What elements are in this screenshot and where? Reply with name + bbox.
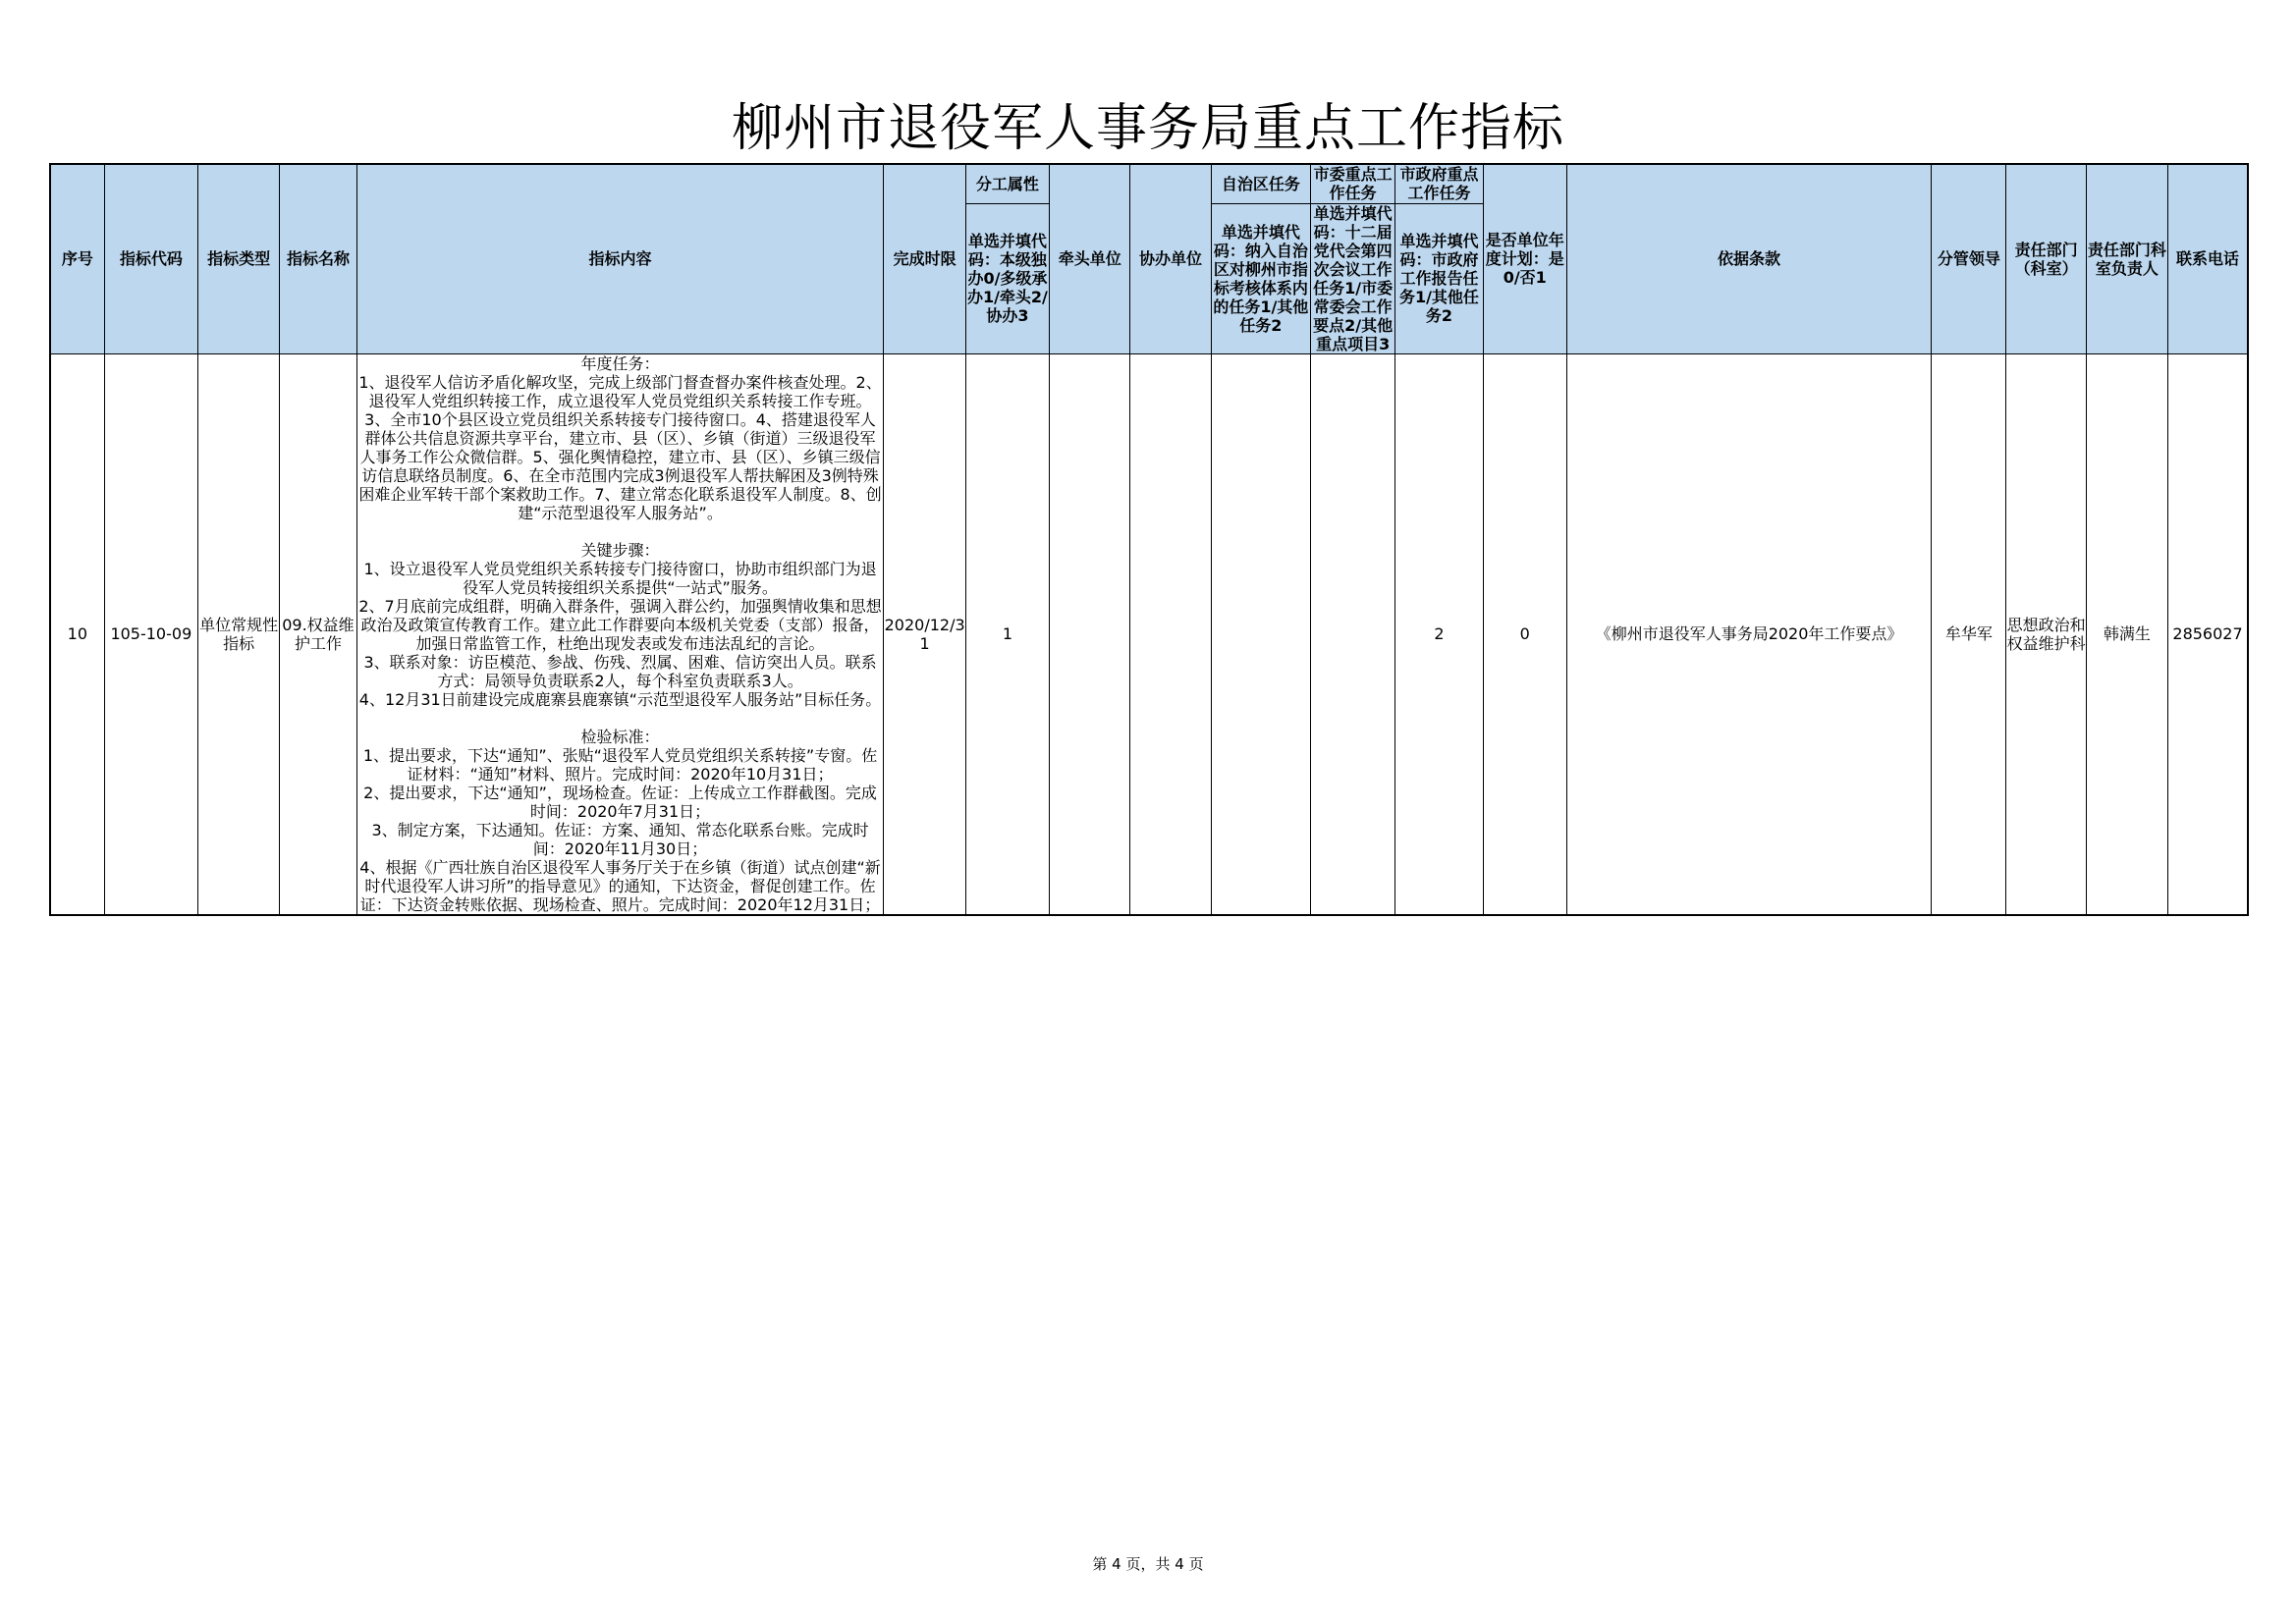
header-seq: 序号	[50, 164, 104, 353]
cell-assist	[1130, 353, 1211, 915]
cell-lead	[1050, 353, 1130, 915]
cell-division: 1	[965, 353, 1049, 915]
table-row	[50, 353, 2248, 915]
cell-type: 单位常规性指标	[198, 353, 280, 915]
cell-dept: 思想政治和权益维护科	[2006, 353, 2086, 915]
header-name: 指标名称	[280, 164, 356, 353]
header-region-desc: 单选并填代码：纳入自治区对柳州市指标考核体系内的任务1/其他任务2	[1211, 203, 1310, 353]
header-division-group: 分工属性	[965, 164, 1049, 203]
header-party-desc: 单选并填代码：十二届党代会第四次会议工作任务1/市委常委会工作要点2/其他重点项目3	[1311, 203, 1395, 353]
cell-seq: 10	[50, 353, 104, 915]
header-phone: 联系电话	[2168, 164, 2248, 353]
header-leader: 分管领导	[1932, 164, 2006, 353]
cell-gov: 2	[1395, 353, 1483, 915]
cell-party	[1311, 353, 1395, 915]
header-region-group: 自治区任务	[1211, 164, 1310, 203]
header-basis: 依据条款	[1566, 164, 1931, 353]
header-party-group: 市委重点工作任务	[1311, 164, 1395, 203]
cell-leader: 牟华军	[1932, 353, 2006, 915]
cell-code: 105-10-09	[104, 353, 197, 915]
header-deadline: 完成时限	[884, 164, 965, 353]
header-gov-group: 市政府重点工作任务	[1395, 164, 1483, 203]
header-annual-plan: 是否单位年度计划：是0/否1	[1483, 164, 1566, 353]
cell-person: 韩满生	[2086, 353, 2167, 915]
cell-annual-plan: 0	[1483, 353, 1566, 915]
header-gov-desc: 单选并填代码：市政府工作报告任务1/其他任务2	[1395, 203, 1483, 353]
cell-name: 09.权益维护工作	[280, 353, 356, 915]
header-content: 指标内容	[356, 164, 884, 353]
indicator-table	[49, 163, 2249, 916]
cell-region	[1211, 353, 1310, 915]
header-assist: 协办单位	[1130, 164, 1211, 353]
header-dept: 责任部门（科室）	[2006, 164, 2086, 353]
header-division-desc: 单选并填代码：本级独办0/多级承办1/牵头2/协办3	[965, 203, 1049, 353]
cell-phone: 2856027	[2168, 353, 2248, 915]
header-lead: 牵头单位	[1050, 164, 1130, 353]
cell-content: 年度任务： 1、退役军人信访矛盾化解攻坚，完成上级部门督查督办案件核查处理。2、退役军人党组织转接工作，成立退役军人党员党组织关系转接工作专班。3、全市10个县区设立党员组织关系转接专门接待窗口。4、搭建退役军人群体公共信息资源共享平台，建立市、县（区）、乡镇（街道）三级退役军人事务工作公众微信群。5、强化舆情稳控，建立市、县（区）、乡镇三级信访信息联络员制度。6、在全市范围内完成3例退役军人帮扶解困及3例特殊困难企业军转干部个案救助工作。7、建立常态化联系退役军人制度。8、创建“示范型退役军人服务站”。 关键步骤： 1、设立退役军人党员党组织关系转接专门接待窗口，协助市组织部门为退役军人党员转接组织关系提供“一站式”服务。 2、7月底前完成组群，明确入群条件，强调入群公约，加强舆情收集和思想政治及政策宣传教育工作。建立此工作群要向本级机关党委（支部）报备，加强日常监管工作，杜绝出现发表或发布违法乱纪的言论。 3、联系对象：访臣模范、参战、伤残、烈属、困难、信访突出人员。联系方式：局领导负责联系2人，每个科室负责联系3人。 4、12月31日前建设完成鹿寨县鹿寨镇“示范型退役军人服务站”目标任务。 检验标准： 1、提出要求，下达“通知”、张贴“退役军人党员党组织关系转接”专窗。佐证材料：“通知”材料、照片。完成时间：2020年10月31日； 2、提出要求，下达“通知”，现场检查。佐证：上传成立工作群截图。完成时间：2020年7月31日； 3、制定方案，下达通知。佐证：方案、通知、常态化联系台账。完成时间：2020年11月30日； 4、根据《广西壮族自治区退役军人事务厅关于在乡镇（街道）试点创建“新时代退役军人讲习所”的指导意见》的通知，下达资金，督促创建工作。佐证：下达资金转账依据、现场检查、照片。完成时间：2020年12月31日；	[356, 353, 884, 915]
page-footer: 第 4 页，共 4 页	[1092, 1555, 1204, 1573]
header-type: 指标类型	[198, 164, 280, 353]
cell-basis: 《柳州市退役军人事务局2020年工作要点》	[1566, 353, 1931, 915]
header-code: 指标代码	[104, 164, 197, 353]
header-person: 责任部门科室负责人	[2086, 164, 2167, 353]
cell-deadline: 2020/12/31	[884, 353, 965, 915]
page-title: 柳州市退役军人事务局重点工作指标	[731, 99, 1564, 158]
header-row-top	[50, 164, 2248, 203]
